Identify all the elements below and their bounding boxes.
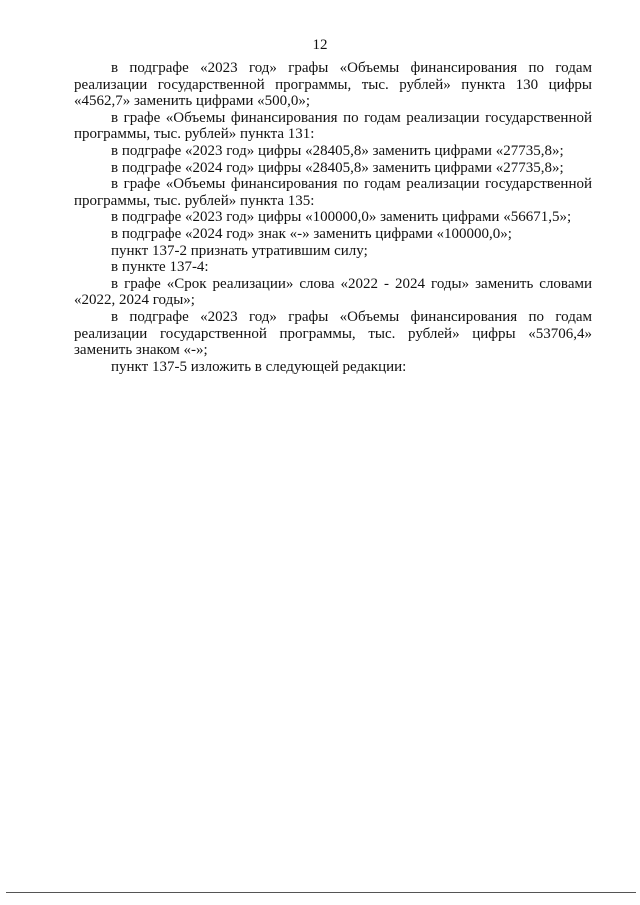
page-number: 12	[312, 37, 328, 53]
paragraph: в подграфе «2024 год» знак «-» заменить цифрами «100000,0»;	[111, 225, 512, 242]
paragraph: в подграфе «2024 год» цифры «28405,8» заменить цифрами «27735,8»;	[111, 159, 564, 176]
paragraph: в пункте 137-4:	[111, 259, 209, 276]
document-body	[74, 60, 592, 375]
paragraph: в графе «Объемы финансирования по годам реализации государственной программы, тыс. рублей» пункта 131:	[74, 109, 592, 143]
paragraph: в графе «Срок реализации» слова «2022 - 2024 годы» заменить словами «2022, 2024 годы»;	[74, 275, 592, 309]
paragraph: пункт 137-5 изложить в следующей редакции:	[111, 358, 407, 375]
paragraph: в подграфе «2023 год» графы «Объемы финансирования по годам реализации государственной программы, тыс. рублей» цифры «53706,4» заменить знаком «-»;	[74, 308, 592, 359]
paragraph: в графе «Объемы финансирования по годам реализации государственной программы, тыс. рублей» пункта 135:	[74, 176, 592, 209]
paragraph: в подграфе «2023 год» цифры «28405,8» заменить цифрами «27735,8»;	[111, 142, 564, 159]
paragraph: в подграфе «2023 год» графы «Объемы финансирования по годам реализации государственной программы, тыс. рублей» пункта 130 цифры «4562,7» заменить цифрами «500,0»;	[74, 60, 592, 110]
paragraph: пункт 137-2 признать утратившим силу;	[111, 242, 368, 259]
bottom-divider	[6, 892, 636, 893]
paragraph: в подграфе «2023 год» цифры «100000,0» заменить цифрами «56671,5»;	[111, 209, 572, 226]
